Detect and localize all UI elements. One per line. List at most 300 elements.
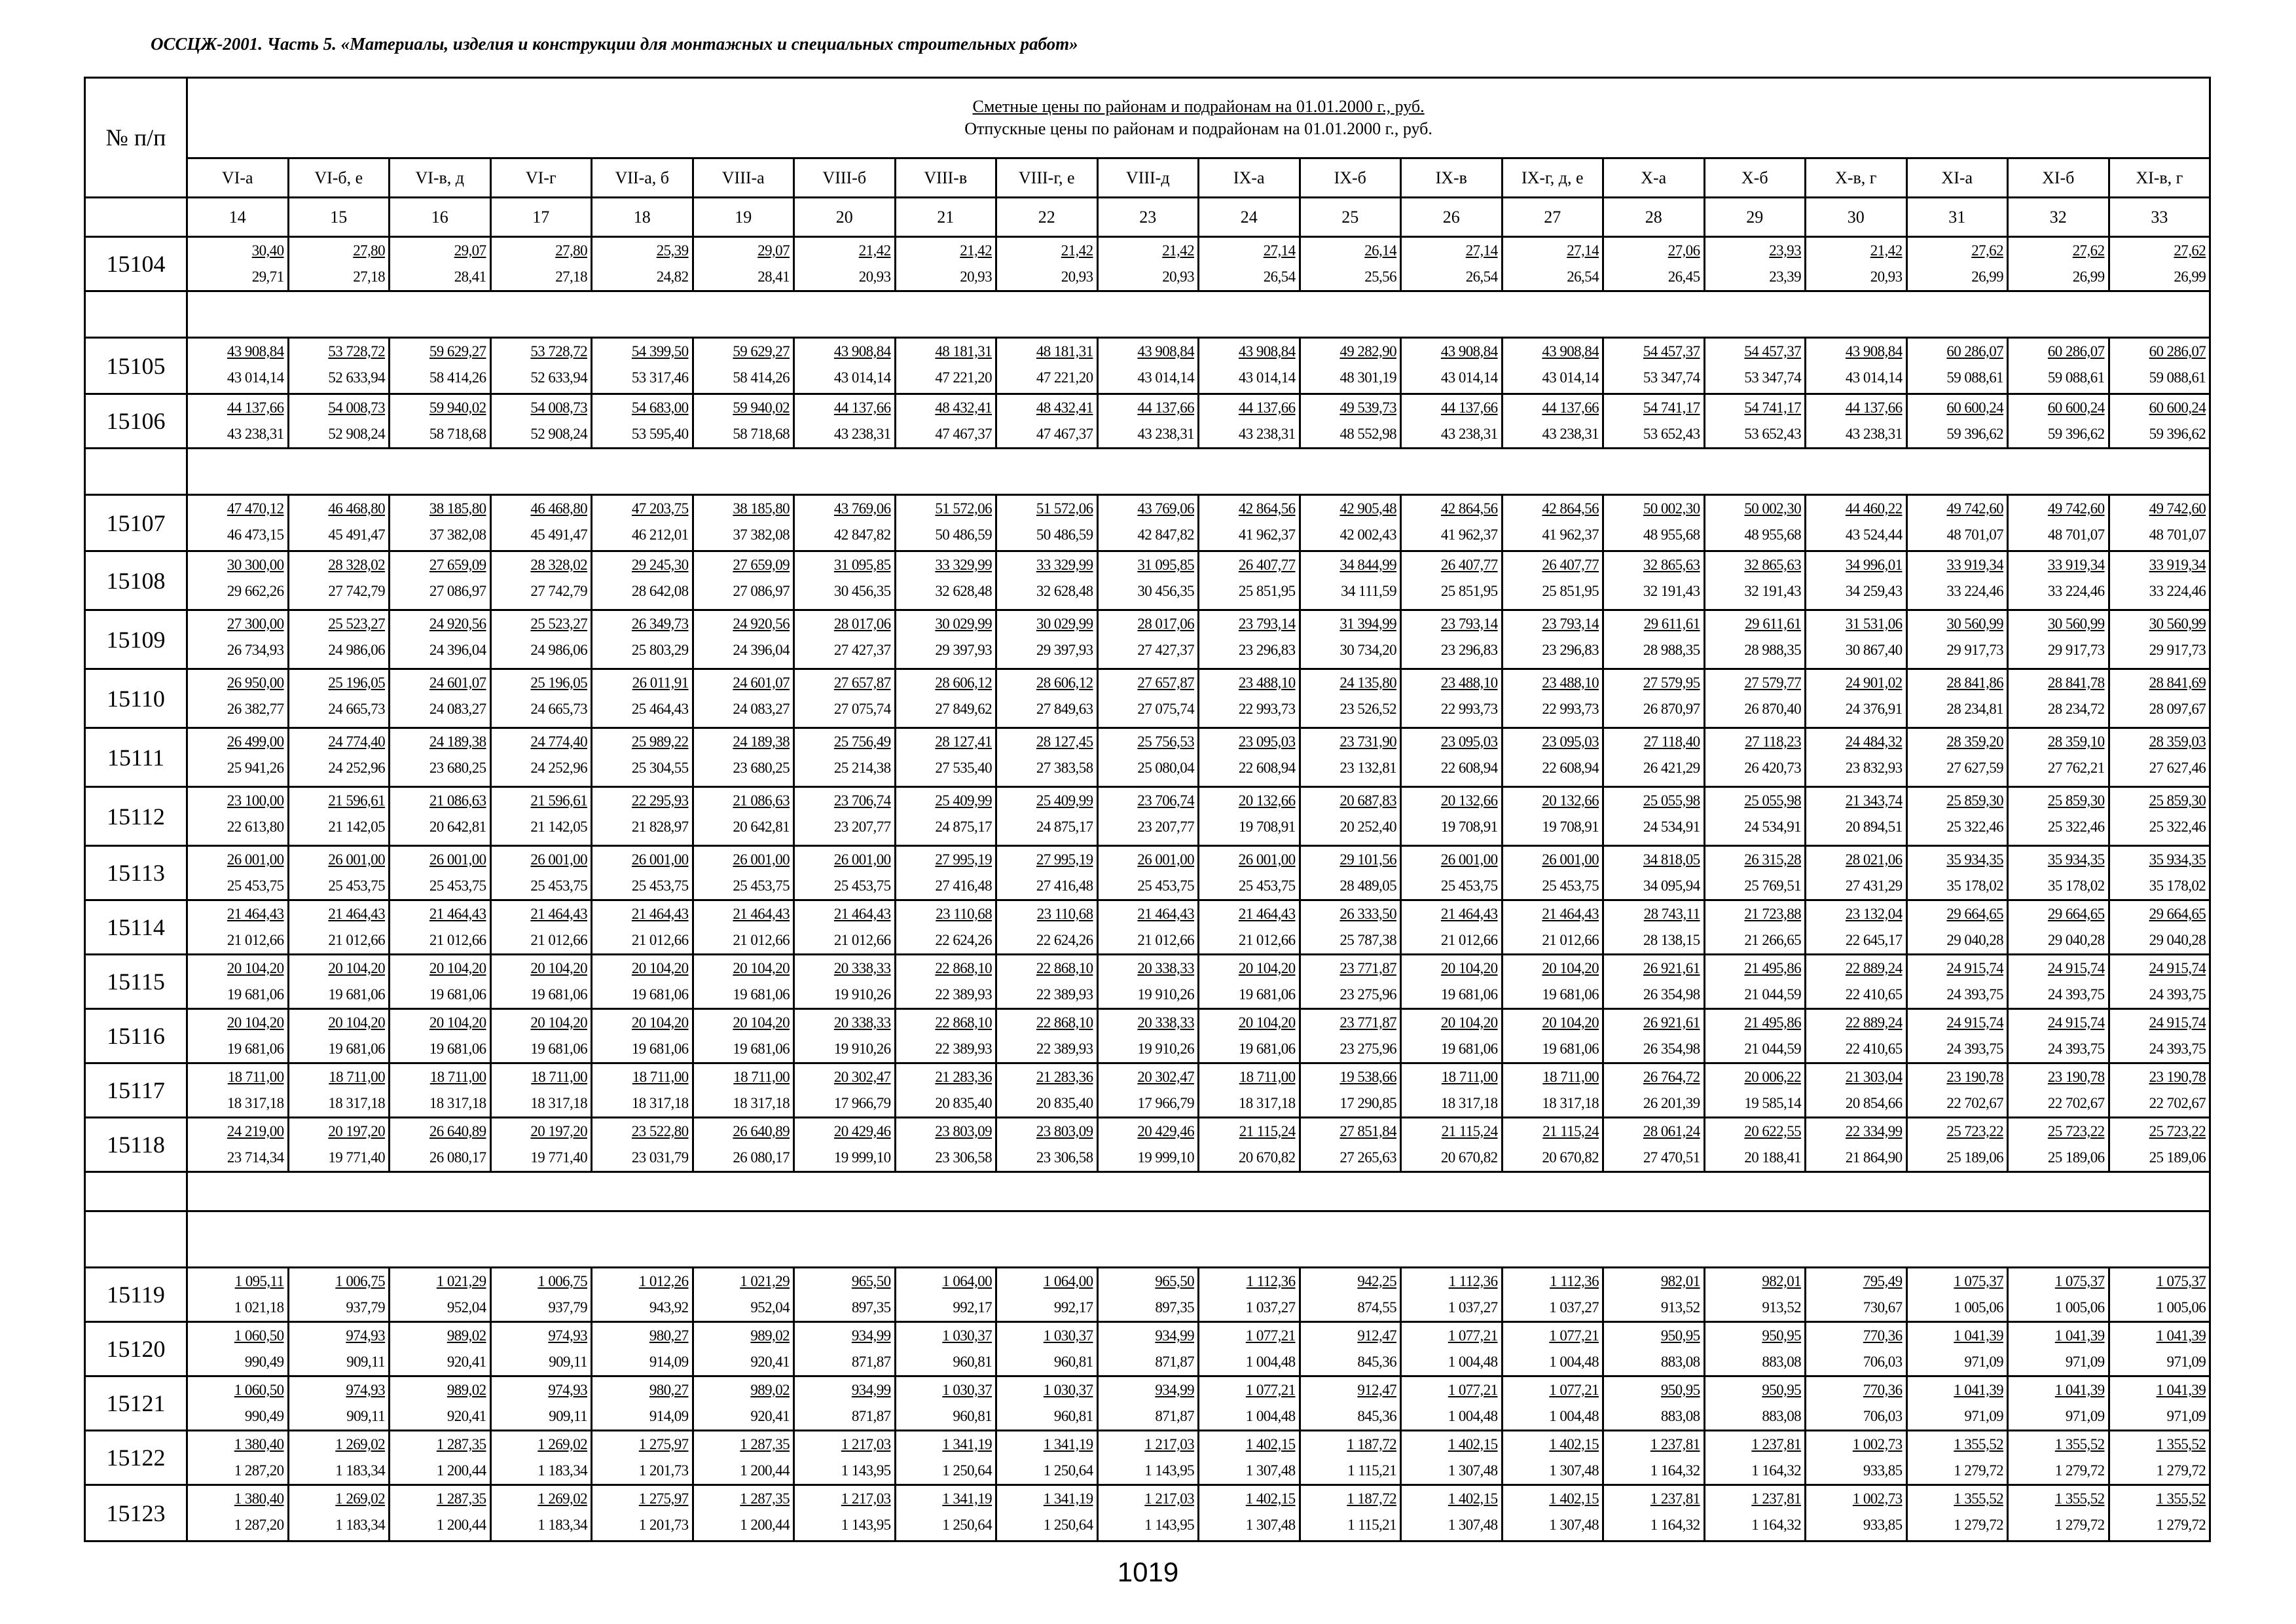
estimate-price: 27 851,84 xyxy=(1339,1123,1396,1139)
estimate-price: 1 075,37 xyxy=(2156,1273,2206,1289)
release-price: 18 317,18 xyxy=(1542,1095,1599,1111)
release-price: 45 491,47 xyxy=(530,526,587,543)
price-cell xyxy=(1603,495,1705,551)
estimate-price: 34 996,01 xyxy=(1845,557,1903,573)
estimate-price: 49 539,73 xyxy=(1339,399,1396,416)
price-cell xyxy=(390,1322,491,1376)
price-cell xyxy=(1603,1063,1705,1118)
price-cell xyxy=(1199,495,1300,551)
price-cell xyxy=(895,610,996,669)
estimate-price: 25 756,49 xyxy=(833,733,891,750)
estimate-price: 20 687,83 xyxy=(1339,792,1396,809)
price-cell xyxy=(1401,610,1503,669)
estimate-price: 1 341,19 xyxy=(942,1436,992,1452)
price-cell xyxy=(1502,1431,1603,1485)
release-price: 25 453,75 xyxy=(1440,877,1498,894)
release-price: 24 376,91 xyxy=(1845,701,1903,717)
estimate-price: 1 341,19 xyxy=(1043,1436,1093,1452)
region-header: VI-б, е xyxy=(288,158,390,198)
estimate-price: 24 915,74 xyxy=(2149,960,2206,976)
estimate-price: 1 217,03 xyxy=(1144,1436,1194,1452)
price-cell xyxy=(693,846,794,900)
estimate-price: 26 315,28 xyxy=(1744,851,1801,868)
estimate-price: 25 523,27 xyxy=(328,616,385,632)
estimate-price: 28 017,06 xyxy=(1137,616,1194,632)
estimate-price: 21,42 xyxy=(1870,242,1903,259)
estimate-price: 28 359,10 xyxy=(2047,733,2105,750)
price-cell xyxy=(187,1009,289,1063)
price-cell xyxy=(1199,955,1300,1009)
row-number: 15118 xyxy=(85,1118,187,1172)
estimate-price: 49 742,60 xyxy=(1946,500,2003,517)
price-cell xyxy=(1300,495,1401,551)
estimate-price: 1 064,00 xyxy=(942,1273,992,1289)
estimate-price: 21 464,43 xyxy=(328,906,385,922)
estimate-price: 48 432,41 xyxy=(935,399,992,416)
estimate-price: 21 495,86 xyxy=(1744,1014,1801,1031)
estimate-price: 26 764,72 xyxy=(1643,1069,1700,1085)
release-price: 1 004,48 xyxy=(1549,1354,1599,1370)
release-price: 871,87 xyxy=(851,1408,891,1424)
release-price: 25 453,75 xyxy=(1542,877,1599,894)
estimate-price: 26 001,00 xyxy=(1440,851,1498,868)
blank-cell xyxy=(85,291,187,338)
price-cell xyxy=(1603,728,1705,787)
release-price: 48 955,68 xyxy=(1643,526,1700,543)
price-cell xyxy=(187,669,289,728)
release-price: 27 383,58 xyxy=(1036,760,1093,776)
estimate-price: 974,93 xyxy=(346,1382,385,1398)
estimate-price: 21 464,43 xyxy=(1542,906,1599,922)
price-cell xyxy=(2008,1485,2109,1541)
estimate-price: 20 104,20 xyxy=(1440,1014,1498,1031)
release-price: 42 847,82 xyxy=(833,526,891,543)
price-cell xyxy=(592,1322,693,1376)
estimate-price: 21,42 xyxy=(1162,242,1194,259)
release-price: 706,03 xyxy=(1863,1408,1903,1424)
estimate-price: 32 865,63 xyxy=(1744,557,1801,573)
estimate-price: 27 579,95 xyxy=(1643,674,1700,691)
estimate-price: 1 002,73 xyxy=(1852,1490,1903,1507)
estimate-price: 1 077,21 xyxy=(1448,1382,1498,1398)
blank-cell xyxy=(187,1211,2210,1268)
price-cell xyxy=(1906,1118,2008,1172)
release-price: 933,85 xyxy=(1863,1462,1903,1479)
estimate-price: 44 137,66 xyxy=(1238,399,1296,416)
release-price: 1 201,73 xyxy=(638,1462,689,1479)
release-price: 26,45 xyxy=(1667,268,1700,285)
release-price: 1 115,21 xyxy=(1347,1462,1396,1479)
release-price: 1 164,32 xyxy=(1650,1462,1700,1479)
estimate-price: 28 606,12 xyxy=(935,674,992,691)
estimate-price: 1 287,35 xyxy=(740,1436,790,1452)
price-cell xyxy=(1906,1376,2008,1431)
estimate-price: 48 181,31 xyxy=(935,343,992,360)
estimate-price: 1 402,15 xyxy=(1245,1490,1296,1507)
estimate-price: 49 282,90 xyxy=(1339,343,1396,360)
price-cell xyxy=(794,1485,896,1541)
price-cell xyxy=(1097,610,1199,669)
estimate-price: 1 355,52 xyxy=(2156,1436,2206,1452)
price-cell xyxy=(288,1376,390,1431)
price-cell xyxy=(490,787,592,846)
release-price: 914,09 xyxy=(649,1354,689,1370)
price-cell xyxy=(1401,955,1503,1009)
price-cell xyxy=(1806,1063,1907,1118)
table-row xyxy=(85,1009,2210,1063)
price-cell xyxy=(1603,669,1705,728)
release-price: 1 279,72 xyxy=(2054,1462,2105,1479)
release-price: 1 201,73 xyxy=(638,1517,689,1533)
price-cell xyxy=(490,1376,592,1431)
column-index: 30 xyxy=(1806,198,1907,237)
estimate-price: 23 100,00 xyxy=(227,792,284,809)
estimate-price: 1 064,00 xyxy=(1043,1273,1093,1289)
estimate-price: 1 112,36 xyxy=(1246,1273,1296,1289)
release-price: 27 427,37 xyxy=(1137,642,1194,658)
release-price: 20 894,51 xyxy=(1845,819,1903,835)
price-cell xyxy=(996,1009,1098,1063)
row-number-header: № п/п xyxy=(85,78,187,198)
estimate-price: 54 457,37 xyxy=(1643,343,1700,360)
release-price: 20 670,82 xyxy=(1238,1149,1296,1166)
price-cell xyxy=(1097,1009,1199,1063)
estimate-price: 1 341,19 xyxy=(942,1490,992,1507)
release-price: 22 389,93 xyxy=(1036,1041,1093,1057)
estimate-price: 59 940,02 xyxy=(733,399,790,416)
estimate-price: 20 429,46 xyxy=(833,1123,891,1139)
price-cell xyxy=(1300,1118,1401,1172)
release-price: 22 702,67 xyxy=(1946,1095,2003,1111)
release-price: 29 662,26 xyxy=(227,583,284,599)
release-price: 23 275,96 xyxy=(1339,986,1396,1003)
release-price: 23 306,58 xyxy=(935,1149,992,1166)
release-price: 47 221,20 xyxy=(935,369,992,386)
estimate-price: 21 086,63 xyxy=(733,792,790,809)
price-cell xyxy=(794,394,896,449)
release-price: 23 296,83 xyxy=(1238,642,1296,658)
release-price: 41 962,37 xyxy=(1238,526,1296,543)
estimate-price: 23 771,87 xyxy=(1339,1014,1396,1031)
estimate-price: 21 283,36 xyxy=(1036,1069,1093,1085)
release-price: 25 189,06 xyxy=(2047,1149,2105,1166)
price-cell xyxy=(1906,787,2008,846)
region-header: XI-в, г xyxy=(2109,158,2210,198)
release-price: 17 966,79 xyxy=(833,1095,891,1111)
release-price: 22 645,17 xyxy=(1845,932,1903,948)
price-cell xyxy=(2008,846,2109,900)
price-cell xyxy=(1704,1485,1806,1541)
price-cell xyxy=(1199,1118,1300,1172)
release-price: 1 021,18 xyxy=(234,1299,284,1316)
price-cell xyxy=(693,669,794,728)
release-price: 48 301,19 xyxy=(1339,369,1396,386)
estimate-price: 60 286,07 xyxy=(2149,343,2206,360)
price-cell xyxy=(1704,1268,1806,1322)
estimate-price: 43 908,84 xyxy=(1440,343,1498,360)
estimate-price: 1 041,39 xyxy=(2156,1327,2206,1344)
price-cell xyxy=(592,1118,693,1172)
price-cell xyxy=(390,669,491,728)
estimate-price: 54 741,17 xyxy=(1744,399,1801,416)
price-cell xyxy=(1806,338,1907,394)
price-cell xyxy=(1704,237,1806,291)
price-cell xyxy=(2109,1063,2210,1118)
release-price: 1 037,27 xyxy=(1245,1299,1296,1316)
release-price: 53 347,74 xyxy=(1744,369,1801,386)
estimate-price: 25,39 xyxy=(656,242,689,259)
release-price: 27 416,48 xyxy=(935,877,992,894)
estimate-price: 27,06 xyxy=(1667,242,1700,259)
price-cell xyxy=(895,1268,996,1322)
price-cell xyxy=(794,610,896,669)
estimate-price: 20 338,33 xyxy=(1137,960,1194,976)
estimate-price: 27 659,09 xyxy=(429,557,486,573)
estimate-price: 60 286,07 xyxy=(1946,343,2003,360)
price-cell xyxy=(794,955,896,1009)
price-cell xyxy=(2109,846,2210,900)
price-cell xyxy=(187,955,289,1009)
release-price: 32 191,43 xyxy=(1643,583,1700,599)
estimate-price: 21 115,24 xyxy=(1239,1123,1296,1139)
estimate-price: 18 711,00 xyxy=(733,1069,790,1085)
region-header: VIII-а xyxy=(693,158,794,198)
release-price: 909,11 xyxy=(549,1354,587,1370)
price-cell xyxy=(592,846,693,900)
document-header: ОССЦЖ-2001. Часть 5. «Материалы, изделия и конструкции для монтажных и специальных строительных работ» xyxy=(151,34,1078,54)
release-price: 19 771,40 xyxy=(530,1149,587,1166)
price-cell xyxy=(1603,1009,1705,1063)
estimate-price: 18 711,00 xyxy=(1542,1069,1599,1085)
estimate-price: 1 021,29 xyxy=(436,1273,486,1289)
column-index: 32 xyxy=(2008,198,2109,237)
price-cell xyxy=(2109,1431,2210,1485)
estimate-price: 1 095,11 xyxy=(234,1273,284,1289)
price-cell xyxy=(490,551,592,610)
price-cell xyxy=(1906,1063,2008,1118)
release-price: 17 290,85 xyxy=(1339,1095,1396,1111)
release-price: 45 491,47 xyxy=(328,526,385,543)
release-price: 26 734,93 xyxy=(227,642,284,658)
price-cell xyxy=(1300,846,1401,900)
estimate-price: 30 560,99 xyxy=(2047,616,2105,632)
release-price: 26,54 xyxy=(1465,268,1498,285)
price-cell xyxy=(390,787,491,846)
estimate-price: 28 017,06 xyxy=(833,616,891,632)
price-cell xyxy=(895,846,996,900)
release-price: 33 224,46 xyxy=(2047,583,2105,599)
estimate-price: 20 104,20 xyxy=(429,960,486,976)
estimate-price: 44 137,66 xyxy=(833,399,891,416)
estimate-price: 26,14 xyxy=(1364,242,1396,259)
price-cell xyxy=(288,1268,390,1322)
row-number: 15122 xyxy=(85,1431,187,1485)
release-price: 1 250,64 xyxy=(942,1462,992,1479)
estimate-price: 20 197,20 xyxy=(530,1123,587,1139)
release-price: 43 524,44 xyxy=(1845,526,1903,543)
price-cell xyxy=(996,495,1098,551)
estimate-price: 1 041,39 xyxy=(2054,1327,2105,1344)
release-price: 25 453,75 xyxy=(530,877,587,894)
release-price: 19 681,06 xyxy=(1238,986,1296,1003)
price-cell xyxy=(2008,495,2109,551)
price-cell xyxy=(1704,955,1806,1009)
region-header: VI-а xyxy=(187,158,289,198)
release-price: 21 012,66 xyxy=(429,932,486,948)
price-cell xyxy=(2109,1009,2210,1063)
estimate-price: 28 328,02 xyxy=(328,557,385,573)
price-cell xyxy=(2109,237,2210,291)
estimate-price: 42 864,56 xyxy=(1440,500,1498,517)
price-cell xyxy=(1401,1376,1503,1431)
release-price: 1 287,20 xyxy=(234,1517,284,1533)
blank-separator-row xyxy=(85,449,2210,495)
price-cell xyxy=(1401,900,1503,955)
estimate-price: 23 522,80 xyxy=(631,1123,689,1139)
estimate-price: 20 006,22 xyxy=(1744,1069,1801,1085)
price-cell xyxy=(794,1118,896,1172)
estimate-price: 46 468,80 xyxy=(328,500,385,517)
release-price: 27 075,74 xyxy=(1137,701,1194,717)
price-cell xyxy=(996,955,1098,1009)
price-cell xyxy=(1906,1009,2008,1063)
estimate-price: 27 118,23 xyxy=(1745,733,1801,750)
estimate-price: 29 245,30 xyxy=(631,557,689,573)
price-cell xyxy=(996,1268,1098,1322)
price-cell xyxy=(187,787,289,846)
estimate-price: 23 793,14 xyxy=(1542,616,1599,632)
price-cell xyxy=(1401,846,1503,900)
estimate-price: 59 940,02 xyxy=(429,399,486,416)
column-index: 14 xyxy=(187,198,289,237)
estimate-price: 30 029,99 xyxy=(1036,616,1093,632)
price-cell xyxy=(288,1063,390,1118)
release-price: 27 075,74 xyxy=(833,701,891,717)
estimate-price: 982,01 xyxy=(1762,1273,1801,1289)
estimate-price: 24 901,02 xyxy=(1845,674,1903,691)
estimate-price: 44 137,66 xyxy=(227,399,284,416)
estimate-price: 21 464,43 xyxy=(733,906,790,922)
estimate-price: 989,02 xyxy=(750,1382,790,1398)
estimate-price: 1 077,21 xyxy=(1549,1327,1599,1344)
release-price: 48 701,07 xyxy=(1946,526,2003,543)
release-price: 971,09 xyxy=(1964,1408,2003,1424)
price-cell xyxy=(794,1431,896,1485)
price-cell xyxy=(693,1009,794,1063)
price-cell xyxy=(390,495,491,551)
price-cell xyxy=(1097,1118,1199,1172)
region-header: VI-в, д xyxy=(390,158,491,198)
release-price: 19 681,06 xyxy=(631,986,689,1003)
price-cell xyxy=(592,610,693,669)
region-header: X-а xyxy=(1603,158,1705,198)
release-price: 47 467,37 xyxy=(935,426,992,442)
blank-cell xyxy=(187,291,2210,338)
estimate-price: 29 664,65 xyxy=(2047,906,2105,922)
price-cell xyxy=(1300,1009,1401,1063)
release-price: 43 238,31 xyxy=(833,426,891,442)
table-row xyxy=(85,846,2210,900)
price-cell xyxy=(895,1431,996,1485)
release-price: 42 847,82 xyxy=(1137,526,1194,543)
release-price: 971,09 xyxy=(2065,1354,2105,1370)
estimate-price: 47 203,75 xyxy=(631,500,689,517)
price-cell xyxy=(2109,1268,2210,1322)
release-price: 18 317,18 xyxy=(1440,1095,1498,1111)
release-price: 25 322,46 xyxy=(1946,819,2003,835)
estimate-price: 989,02 xyxy=(446,1382,486,1398)
table-row xyxy=(85,237,2210,291)
estimate-price: 20 104,20 xyxy=(429,1014,486,1031)
estimate-price: 1 217,03 xyxy=(841,1436,891,1452)
estimate-price: 54 741,17 xyxy=(1643,399,1700,416)
price-cell xyxy=(1906,1485,2008,1541)
estimate-price: 34 844,99 xyxy=(1339,557,1396,573)
estimate-price: 31 531,06 xyxy=(1845,616,1903,632)
release-price: 19 771,40 xyxy=(328,1149,385,1166)
release-price: 1 183,34 xyxy=(538,1462,587,1479)
release-price: 20,93 xyxy=(858,268,891,285)
region-header: VIII-б xyxy=(794,158,896,198)
price-cell xyxy=(1097,1485,1199,1541)
price-cell xyxy=(1199,900,1300,955)
release-price: 25 453,75 xyxy=(833,877,891,894)
estimate-price: 31 394,99 xyxy=(1339,616,1396,632)
estimate-price: 43 908,84 xyxy=(227,343,284,360)
price-cell xyxy=(490,1485,592,1541)
release-price: 41 962,37 xyxy=(1542,526,1599,543)
release-price: 43 238,31 xyxy=(1440,426,1498,442)
price-cell xyxy=(288,551,390,610)
price-cell xyxy=(794,728,896,787)
price-cell xyxy=(1401,669,1503,728)
column-index: 18 xyxy=(592,198,693,237)
release-price: 18 317,18 xyxy=(328,1095,385,1111)
price-cell xyxy=(1603,900,1705,955)
release-price: 34 259,43 xyxy=(1845,583,1903,599)
release-price: 43 014,14 xyxy=(833,369,891,386)
release-price: 43 014,14 xyxy=(1238,369,1296,386)
estimate-price: 18 711,00 xyxy=(1441,1069,1498,1085)
estimate-price: 24 915,74 xyxy=(1946,960,2003,976)
price-cell xyxy=(1806,728,1907,787)
release-price: 1 279,72 xyxy=(1954,1517,2003,1533)
estimate-price: 22 295,93 xyxy=(631,792,689,809)
price-cell xyxy=(1097,955,1199,1009)
release-price: 26,99 xyxy=(1971,268,2003,285)
release-price: 23 207,77 xyxy=(1137,819,1194,835)
estimate-price: 59 629,27 xyxy=(429,343,486,360)
release-price: 43 238,31 xyxy=(227,426,284,442)
price-cell xyxy=(490,1268,592,1322)
price-cell xyxy=(693,900,794,955)
release-price: 24 875,17 xyxy=(1036,819,1093,835)
price-cell xyxy=(794,669,896,728)
release-price: 21 012,66 xyxy=(1238,932,1296,948)
release-price: 897,35 xyxy=(851,1299,891,1316)
release-price: 28 097,67 xyxy=(2149,701,2206,717)
release-price: 28 988,35 xyxy=(1643,642,1700,658)
release-price: 26 080,17 xyxy=(733,1149,790,1166)
price-cell xyxy=(1906,900,2008,955)
price-cell xyxy=(2008,610,2109,669)
price-cell xyxy=(490,610,592,669)
price-cell xyxy=(1300,394,1401,449)
release-price: 48 701,07 xyxy=(2047,526,2105,543)
estimate-price: 1 002,73 xyxy=(1852,1436,1903,1452)
price-cell xyxy=(1401,237,1503,291)
release-price: 48 955,68 xyxy=(1744,526,1801,543)
